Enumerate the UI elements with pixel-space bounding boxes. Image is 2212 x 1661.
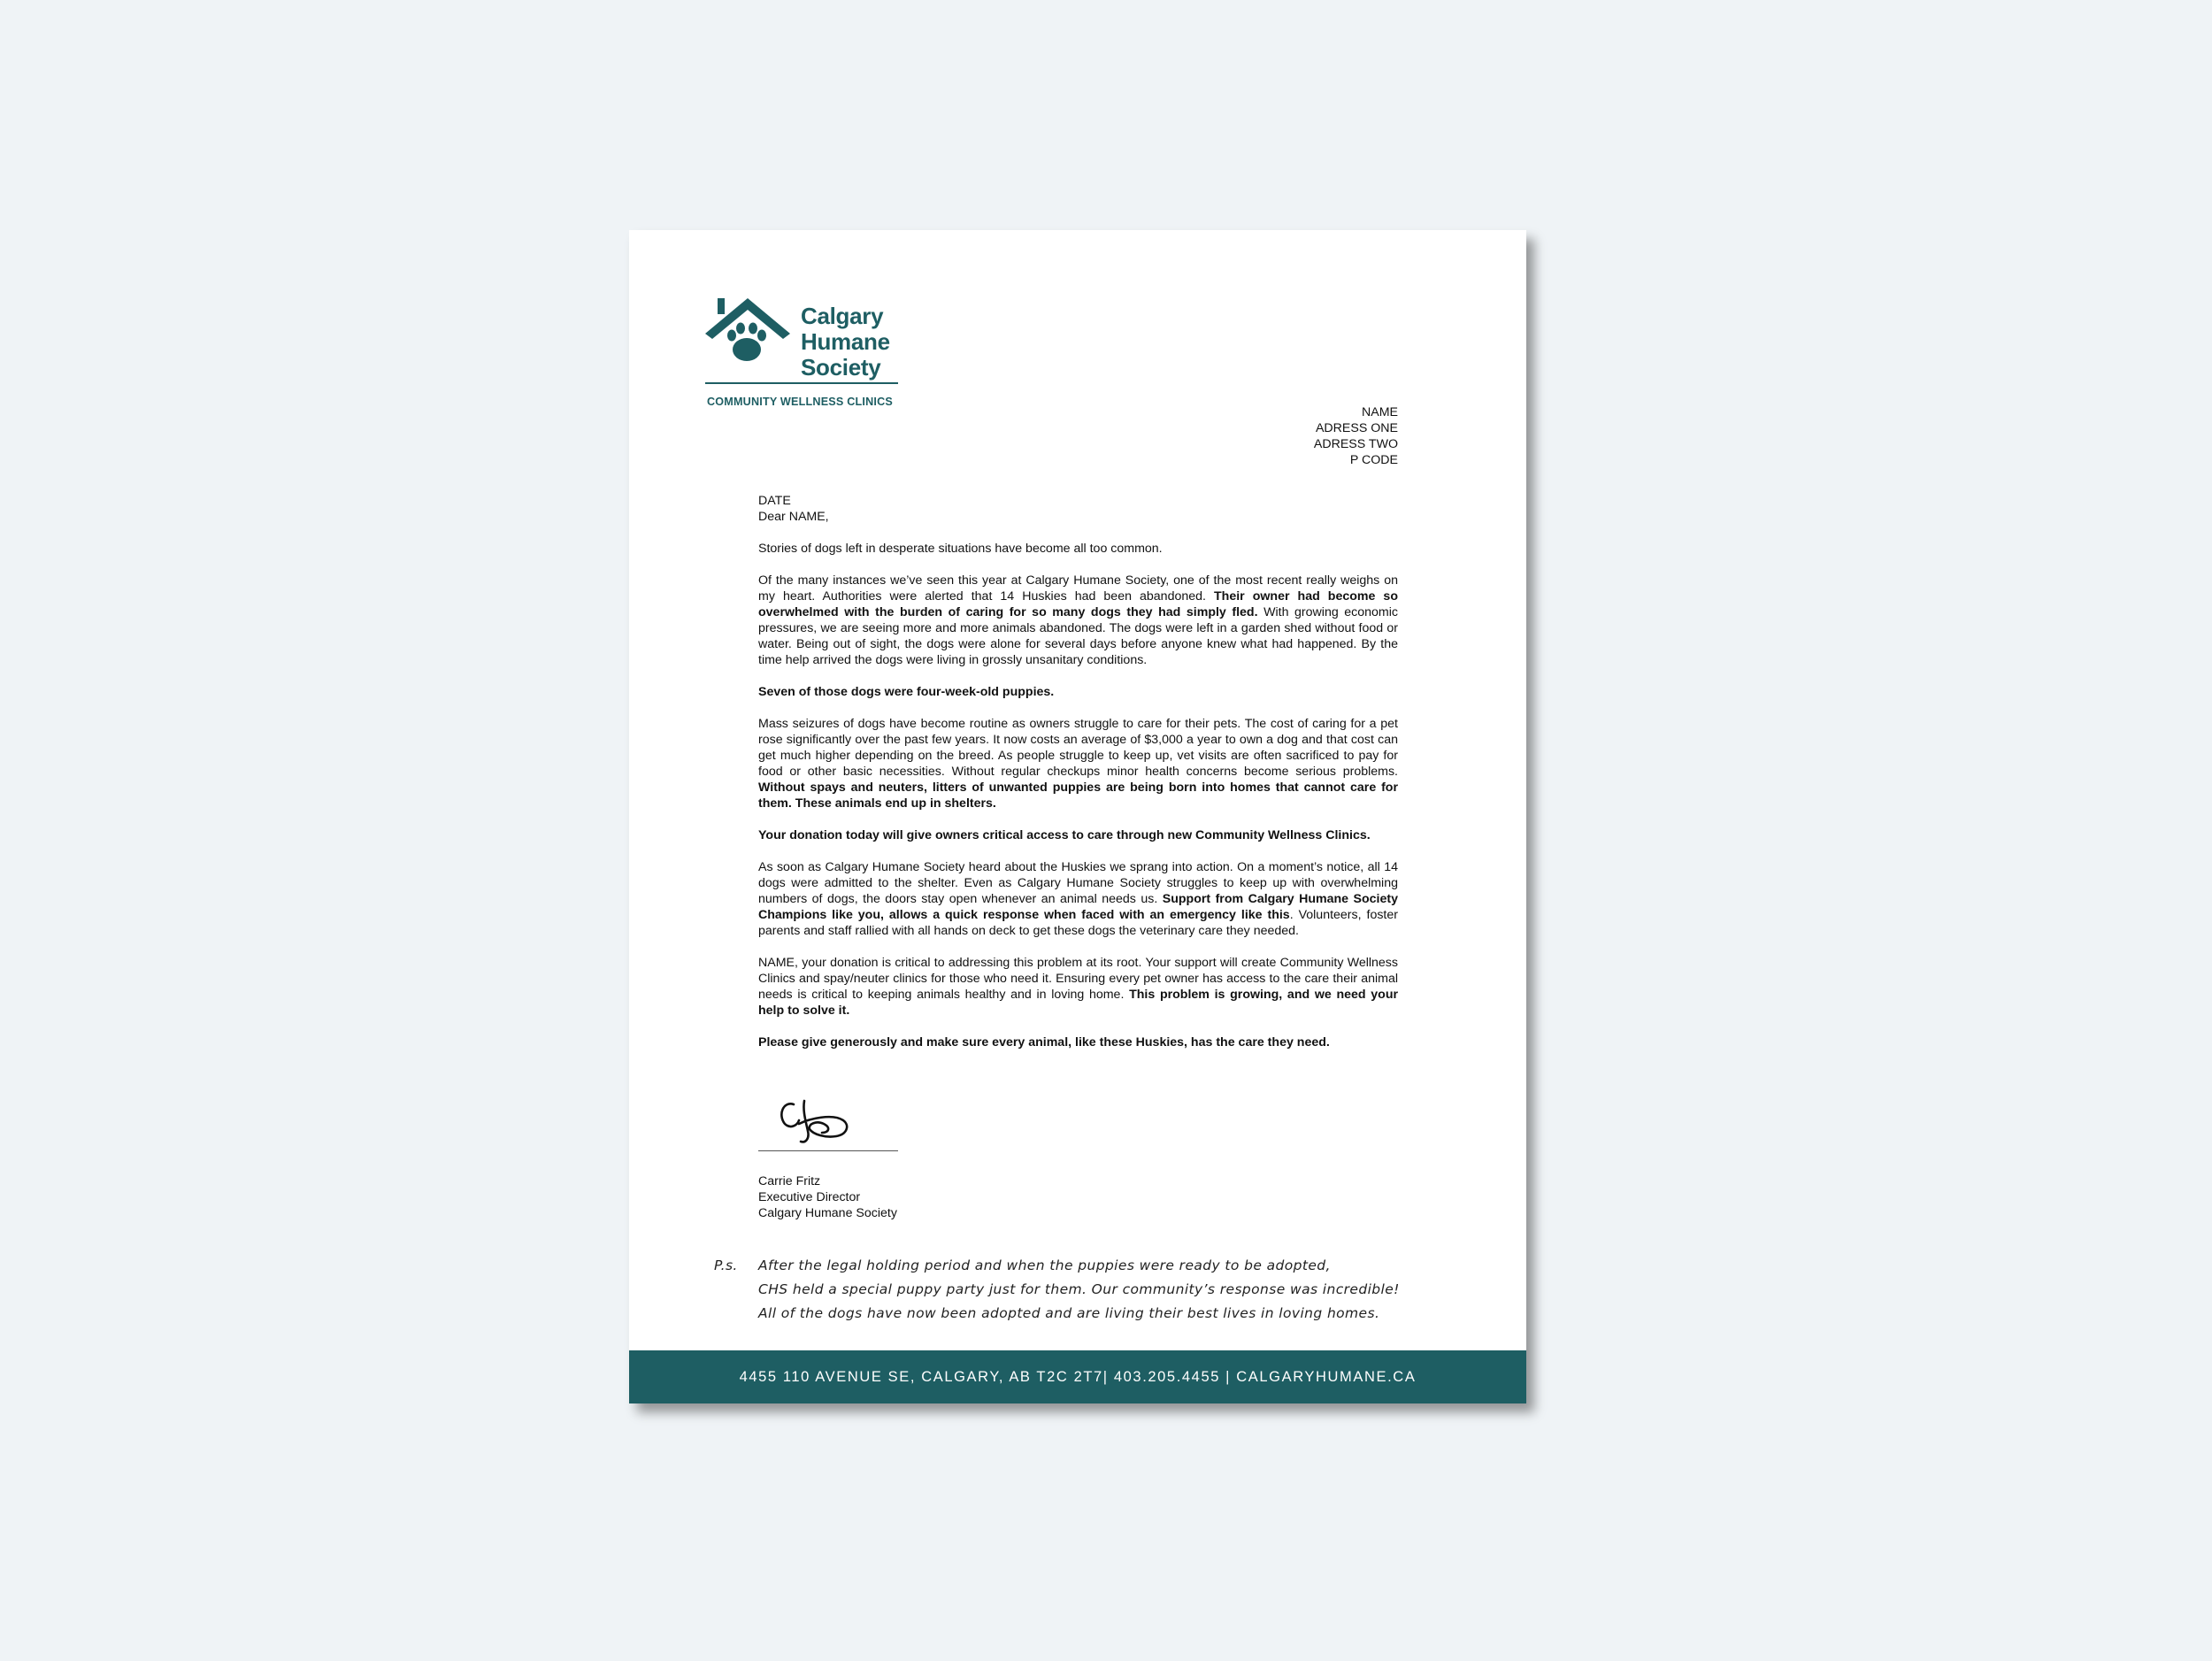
paragraph-2-emphasis: Their owner had become so overwhelmed with the burden of caring for so many dogs they had simply fled. xyxy=(758,589,1398,619)
recipient-address-two: ADRESS TWO xyxy=(1313,437,1398,451)
footer-contact-text: 4455 110 AVENUE SE, CALGARY, AB T2C 2T7| 403.205.4455 | CALGARYHUMANE.CA xyxy=(739,1368,1417,1385)
paragraph-1: Stories of dogs left in desperate situations have become all too common. xyxy=(758,542,1163,556)
paragraph-6 xyxy=(758,859,1398,939)
postscript-line-1: After the legal holding period and when the puppies were ready to be adopted, xyxy=(758,1257,1331,1273)
postscript-line-3: All of the dogs have now been adopted and are living their best lives in loving homes. xyxy=(758,1305,1380,1321)
paragraph-4 xyxy=(758,716,1398,811)
paragraph-5 xyxy=(758,827,1398,843)
house-paw-icon xyxy=(705,296,790,371)
paragraph-6-text-a: As soon as Calgary Humane Society heard about the Huskies we sprang into action. On a moment’s notice, all 14 dogs were admitted to the shelter. Even as Calgary Humane Society struggles to keep up with overwhelming numbers of dogs, the doors stay open whenever an animal needs us. xyxy=(758,860,1398,906)
recipient-name: NAME xyxy=(1362,405,1398,419)
logo-divider xyxy=(705,382,898,384)
letter-date: DATE xyxy=(758,494,791,508)
signer-organization: Calgary Humane Society xyxy=(758,1206,897,1220)
postscript-line-2: CHS held a special puppy party just for them. Our community’s response was incredible! xyxy=(758,1281,1400,1297)
brand-logo xyxy=(705,296,910,403)
paragraph-3 xyxy=(758,684,1398,700)
paragraph-6-emphasis: Support from Calgary Humane Society Champions like you, allows a quick response when faced with an emergency like this xyxy=(758,892,1398,922)
brand-name-line1: Calgary xyxy=(801,303,884,329)
paragraph-6-text-c: . Volunteers, foster parents and staff rallied with all hands on deck to get these dogs the veterinary care they needed. xyxy=(758,908,1398,938)
paragraph-4-text-a: Mass seizures of dogs have become routine as owners struggle to care for their pets. The cost of caring for a pet rose significantly over the past few years. It now costs an average of $3,000 a year to own a dog and that cost can get much higher depending on the breed. As people struggle to keep up, vet visits are often sacrificed to pay for food or other basic necessities. Without regular checkups minor health concerns become serious problems. xyxy=(758,717,1398,779)
letter-page xyxy=(629,230,1526,1403)
paragraph-5-emphasis: Your donation today will give owners critical access to care through new Community Wellness Clinics. xyxy=(758,828,1371,842)
letter-salutation: Dear NAME, xyxy=(758,510,829,524)
signer-block xyxy=(758,1173,897,1221)
paragraph-8-emphasis: Please give generously and make sure every animal, like these Huskies, has the care they need. xyxy=(758,1035,1330,1050)
paragraph-3-emphasis: Seven of those dogs were four-week-old puppies. xyxy=(758,685,1055,699)
recipient-address xyxy=(1314,404,1398,468)
footer-bar xyxy=(629,1350,1526,1403)
brand-name-line2: Humane xyxy=(801,328,890,355)
paragraph-7-emphasis: This problem is growing, and we need your help to solve it. xyxy=(758,988,1399,1018)
paragraph-4-emphasis: Without spays and neuters, litters of unwanted puppies are being born into homes that cannot care for them. These animals end up in shelters. xyxy=(758,781,1398,811)
postscript-text xyxy=(758,1254,1400,1326)
paragraph-2 xyxy=(758,573,1398,668)
postscript-label: P.s. xyxy=(714,1257,738,1273)
signature-line xyxy=(758,1150,898,1151)
brand-name-line3: Society xyxy=(801,354,881,381)
paragraph-8 xyxy=(758,1034,1398,1050)
brand-tagline: COMMUNITY WELLNESS CLINICS xyxy=(707,396,893,408)
brand-name xyxy=(801,304,890,381)
letter-body xyxy=(758,493,1398,1066)
handwritten-signature xyxy=(758,1088,900,1170)
signer-name: Carrie Fritz xyxy=(758,1174,821,1188)
paragraph-2-text-c: With growing economic pressures, we are seeing more and more animals abandoned. The dogs were left in a garden shed without food or water. Being out of sight, the dogs were alone for several days before anyone knew what had happened. By the time help arrived the dogs were living in grossly unsanitary conditions. xyxy=(758,605,1398,667)
paragraph-2-text-a: Of the many instances we’ve seen this year at Calgary Humane Society, one of the most recent really weighs on my heart. Authorities were alerted that 14 Huskies had been abandoned. xyxy=(758,573,1398,604)
signer-title: Executive Director xyxy=(758,1190,861,1204)
paragraph-7 xyxy=(758,955,1398,1019)
recipient-postal-code: P CODE xyxy=(1349,453,1398,467)
paragraph-7-text-a: NAME, your donation is critical to addressing this problem at its root. Your support will create Community Wellness Clinics and spay/neuter clinics for those who need it. Ensuring every pet owner has access to the care their animal needs is critical to keeping animals healthy and in loving home. xyxy=(758,956,1398,1002)
recipient-address-one: ADRESS ONE xyxy=(1315,421,1398,435)
